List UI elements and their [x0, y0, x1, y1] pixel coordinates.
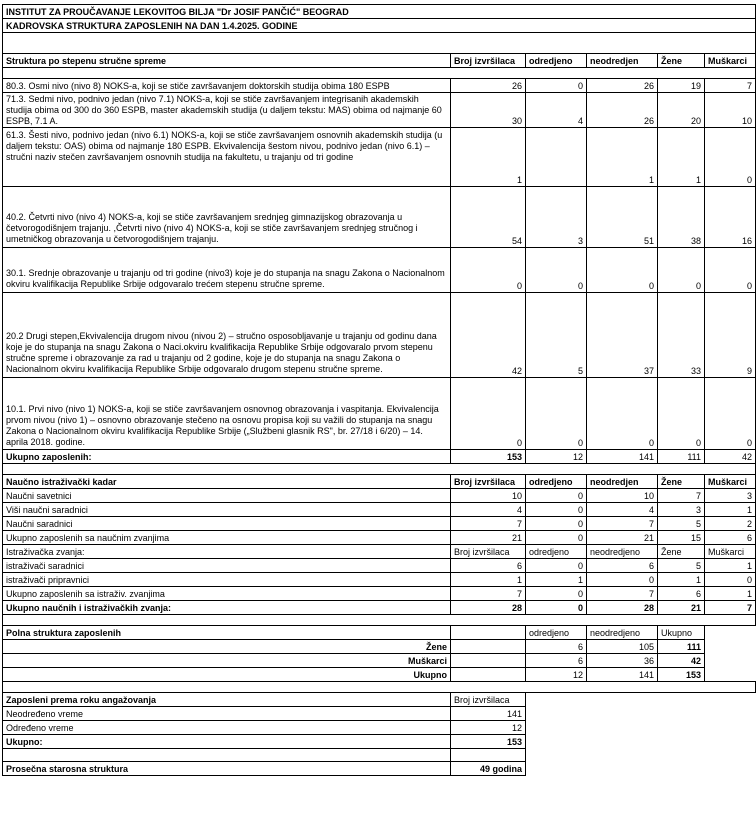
gender-cell: 42: [658, 654, 705, 668]
research-cell: 1: [705, 559, 756, 573]
gender-cell: 141: [587, 668, 658, 682]
edu-cell: 9: [705, 293, 756, 378]
empty-cell: [526, 749, 587, 762]
research-cell: 7: [587, 587, 658, 601]
edu-cell: 26: [451, 79, 526, 93]
sci-row-label: Naučni saradnici: [3, 517, 451, 531]
edu-cell: 1: [658, 128, 705, 187]
edu-total-cell: 42: [705, 450, 756, 464]
research-header-fixed: odredjeno: [526, 545, 587, 559]
edu-cell: 51: [587, 187, 658, 248]
research-cell: 0: [587, 573, 658, 587]
edu-cell: 54: [451, 187, 526, 248]
edu-cell: 0: [658, 378, 705, 450]
empty-cell: [587, 749, 658, 762]
research-cell: 6: [658, 587, 705, 601]
spacer-row: [3, 33, 756, 54]
employment-structure-table: [2, 4, 756, 776]
spacer-cell: [3, 749, 451, 762]
empty-cell: [705, 640, 756, 654]
edu-header-permanent: neodredjen: [587, 54, 658, 68]
gender-cell: 105: [587, 640, 658, 654]
sci-cell: 0: [526, 503, 587, 517]
edu-header-count: Broj izvršilaca: [451, 54, 526, 68]
edu-cell: 26: [587, 93, 658, 128]
spacer-row: [3, 68, 756, 79]
engagement-row-label: Određeno vreme: [3, 721, 451, 735]
sci-total-cell: 28: [587, 601, 658, 615]
gender-cell-empty: [451, 654, 526, 668]
edu-cell: 0: [526, 79, 587, 93]
empty-cell: [587, 707, 658, 721]
sci-header-count: Broj izvršilaca: [451, 475, 526, 489]
edu-cell: 1: [451, 128, 526, 187]
empty-cell: [705, 693, 756, 707]
engagement-cell: 12: [451, 721, 526, 735]
edu-total-cell: 153: [451, 450, 526, 464]
edu-cell: 0: [451, 378, 526, 450]
sci-row-label: Naučni savetnici: [3, 489, 451, 503]
engagement-total-cell: 153: [451, 735, 526, 749]
research-cell: 5: [658, 559, 705, 573]
gender-row-label: Žene: [3, 640, 451, 654]
empty-cell: [705, 668, 756, 682]
empty-cell: [658, 707, 705, 721]
empty-cell: [705, 749, 756, 762]
gender-header-total: Ukupno: [658, 626, 705, 640]
edu-cell: 1: [587, 128, 658, 187]
empty-cell: [587, 721, 658, 735]
sci-row-label: Viši naučni saradnici: [3, 503, 451, 517]
research-header-label: Istraživačka zvanja:: [3, 545, 451, 559]
research-cell: 6: [587, 559, 658, 573]
age-label: Prosečna starosna struktura: [3, 762, 451, 776]
sci-cell: 5: [658, 517, 705, 531]
empty-cell: [526, 762, 587, 776]
empty-cell: [658, 749, 705, 762]
edu-cell: 19: [658, 79, 705, 93]
engagement-header-count: Broj izvršilaca: [451, 693, 526, 707]
sci-total-label: Ukupno naučnih i istraživačkih zvanja:: [3, 601, 451, 615]
research-cell: 0: [526, 559, 587, 573]
edu-header-men: Muškarci: [705, 54, 756, 68]
sci-cell: 15: [658, 531, 705, 545]
edu-row-label: 10.1. Prvi nivo (nivo 1) NOKS-a, koji se stiče završavanjem osnovnog obrazovanja i vaspitanja. Ekvivalencija prvom nivou (nivo 1) – osnovno obrazovanje stečeno na osnovu propisa koji su važili do stupanja na snagu Zakona o Nacionalnom okviru kvalifikacija Republike Srbije („Službeni glasnik RS", br. 27/18 i 6/20) – 14. aprila 2018. godine.: [3, 378, 451, 450]
sci-total-cell: 21: [658, 601, 705, 615]
sci-cell: 1: [705, 503, 756, 517]
edu-cell: 0: [705, 128, 756, 187]
empty-cell: [658, 721, 705, 735]
edu-cell: 4: [526, 93, 587, 128]
edu-cell: 33: [658, 293, 705, 378]
gender-header-empty: [451, 626, 526, 640]
sci-header-men: Muškarci: [705, 475, 756, 489]
sci-cell: 10: [587, 489, 658, 503]
edu-cell: 7: [705, 79, 756, 93]
empty-cell: [705, 735, 756, 749]
gender-header-fixed: odredjeno: [526, 626, 587, 640]
spacer-row: [3, 464, 756, 475]
engagement-cell: 141: [451, 707, 526, 721]
research-header-men: Muškarci: [705, 545, 756, 559]
edu-cell: 0: [658, 248, 705, 293]
sci-cell: 2: [705, 517, 756, 531]
sci-header-women: Žene: [658, 475, 705, 489]
gender-row-label: Muškarci: [3, 654, 451, 668]
research-cell: 6: [451, 559, 526, 573]
sci-cell: 3: [658, 503, 705, 517]
sci-cell: 0: [526, 517, 587, 531]
gender-cell: 153: [658, 668, 705, 682]
engagement-header-label: Zaposleni prema roku angažovanja: [3, 693, 451, 707]
edu-cell: 30: [451, 93, 526, 128]
gender-cell-empty: [451, 640, 526, 654]
spacer-row: [3, 682, 756, 693]
sci-cell: 4: [587, 503, 658, 517]
spacer-row: [3, 615, 756, 626]
sci-cell: 4: [451, 503, 526, 517]
edu-row-label: 71.3. Sedmi nivo, podnivo jedan (nivo 7.1) NOKS-a, koji se stiče završavanjem integrisanih akademskih studija obima od 300 do 360 ESPB, master akademskih studija (u daljem tekstu: MAS) obima od najmanje 60 ESPB, 7.1 A.: [3, 93, 451, 128]
sci-row-label: Ukupno zaposlenih sa naučnim zvanjima: [3, 531, 451, 545]
edu-cell: 26: [587, 79, 658, 93]
research-header-count: Broj izvršilaca: [451, 545, 526, 559]
gender-cell: 6: [526, 640, 587, 654]
gender-cell: 36: [587, 654, 658, 668]
research-cell: 0: [705, 573, 756, 587]
empty-cell: [705, 626, 756, 640]
edu-cell: 20: [658, 93, 705, 128]
sci-cell: 7: [658, 489, 705, 503]
edu-cell: 38: [658, 187, 705, 248]
institute-title: INSTITUT ZA PROUČAVANJE LEKOVITOG BILJA "Dr JOSIF PANČIĆ" BEOGRAD: [3, 5, 756, 19]
empty-cell: [526, 693, 587, 707]
research-cell: 1: [705, 587, 756, 601]
research-row-label: istraživači saradnici: [3, 559, 451, 573]
gender-cell: 12: [526, 668, 587, 682]
empty-cell: [587, 735, 658, 749]
edu-header-fixed: odredjeno: [526, 54, 587, 68]
sci-cell: 10: [451, 489, 526, 503]
edu-row-label: 61.3. Šesti nivo, podnivo jedan (nivo 6.1) NOKS-a, koji se stiče završavanjem osnovnih akademskih studija (u daljem tekstu: OAS) obima od najmanje 180 ESPB. Ekvivalencija šestom nivou, podnivo jedan (nivo 6.1) – stručni naziv stečen završavanjem osnovnih studija na fakultetu, u trajanju od tri godine: [3, 128, 451, 187]
edu-cell: 42: [451, 293, 526, 378]
edu-row-label: 20.2 Drugi stepen,Ekvivalencija drugom nivou (nivou 2) – stručno osposobljavanje u trajanju od godinu dana koje je do stupanja na snagu Zakona o Naci.okviru kvalifikacija Republike Srbije odgovaralo prvom stepenu stručne spreme i obrazovanje za rad u trajanju od 2 godine, koje je do stupanja na snagu Zakona o Nacionalnom okviru kvalifikacija Republike Srbije odgovaralo drugom stepenu stručne spreme.: [3, 293, 451, 378]
research-cell: 1: [451, 573, 526, 587]
edu-total-cell: 12: [526, 450, 587, 464]
edu-cell: 0: [526, 248, 587, 293]
sci-total-cell: 28: [451, 601, 526, 615]
gender-cell: 6: [526, 654, 587, 668]
gender-cell-empty: [451, 668, 526, 682]
research-cell: 7: [451, 587, 526, 601]
research-header-women: Žene: [658, 545, 705, 559]
empty-cell: [526, 707, 587, 721]
gender-header-label: Polna struktura zaposlenih: [3, 626, 451, 640]
edu-cell: 0: [705, 248, 756, 293]
empty-cell: [705, 762, 756, 776]
edu-header-label: Struktura po stepenu stručne spreme: [3, 54, 451, 68]
empty-cell: [587, 762, 658, 776]
research-row-label: istraživači pripravnici: [3, 573, 451, 587]
edu-cell: 0: [526, 378, 587, 450]
empty-cell: [658, 693, 705, 707]
research-cell: 1: [658, 573, 705, 587]
edu-row-label: 80.3. Osmi nivo (nivo 8) NOKS-a, koji se stiče završavanjem doktorskih studija obima 180 ESPB: [3, 79, 451, 93]
sci-cell: 21: [451, 531, 526, 545]
sci-cell: 21: [587, 531, 658, 545]
edu-cell: 0: [705, 378, 756, 450]
edu-cell: 0: [587, 248, 658, 293]
sci-total-cell: 7: [705, 601, 756, 615]
research-row-label: Ukupno zaposlenih sa istraživ. zvanjima: [3, 587, 451, 601]
sci-cell: 3: [705, 489, 756, 503]
edu-cell: 37: [587, 293, 658, 378]
edu-header-women: Žene: [658, 54, 705, 68]
sci-cell: 7: [587, 517, 658, 531]
empty-cell: [587, 693, 658, 707]
sci-header-fixed: odredjeno: [526, 475, 587, 489]
sci-cell: 0: [526, 489, 587, 503]
research-header-permanent: neodredjeno: [587, 545, 658, 559]
edu-total-cell: 141: [587, 450, 658, 464]
sci-cell: 6: [705, 531, 756, 545]
edu-cell: 0: [587, 378, 658, 450]
edu-cell: [526, 128, 587, 187]
sci-cell: 7: [451, 517, 526, 531]
edu-cell: 5: [526, 293, 587, 378]
report-title: KADROVSKA STRUKTURA ZAPOSLENIH NA DAN 1.4.2025. GODINE: [3, 19, 756, 33]
empty-cell: [705, 707, 756, 721]
empty-cell: [658, 735, 705, 749]
sci-total-cell: 0: [526, 601, 587, 615]
edu-total-cell: 111: [658, 450, 705, 464]
gender-row-label: Ukupno: [3, 668, 451, 682]
edu-row-label: 30.1. Srednje obrazovanje u trajanju od tri godine (nivo3) koje je do stupanja na snagu Zakona o Nacionalnom okviru kvalifikacija Republike Srbije odgovaralo trećem stepenu stručne spreme.: [3, 248, 451, 293]
empty-cell: [658, 762, 705, 776]
sci-header-label: Naučno istraživački kadar: [3, 475, 451, 489]
age-value: 49 godina: [451, 762, 526, 776]
research-cell: 1: [526, 573, 587, 587]
gender-header-permanent: neodredjeno: [587, 626, 658, 640]
spacer-cell: [451, 749, 526, 762]
gender-cell: 111: [658, 640, 705, 654]
edu-cell: 16: [705, 187, 756, 248]
sci-cell: 0: [526, 531, 587, 545]
empty-cell: [705, 654, 756, 668]
research-cell: 0: [526, 587, 587, 601]
engagement-row-label: Neodređeno vreme: [3, 707, 451, 721]
edu-cell: 3: [526, 187, 587, 248]
engagement-total-label: Ukupno:: [3, 735, 451, 749]
empty-cell: [705, 721, 756, 735]
empty-cell: [526, 735, 587, 749]
empty-cell: [526, 721, 587, 735]
edu-row-label: 40.2. Četvrti nivo (nivo 4) NOKS-a, koji se stiče završavanjem srednjeg gimnazijskog obrazovanja u četvorogodišnjem trajanju. ,Četvrti nivo (nivo 4) NOKS-a, koji se stiče završavanjem srednjeg stručnog i umetničkog obrazovanja u četvorogodišnjem trajanju.: [3, 187, 451, 248]
sci-header-permanent: neodredjen: [587, 475, 658, 489]
edu-cell: 10: [705, 93, 756, 128]
edu-total-label: Ukupno zaposlenih:: [3, 450, 451, 464]
edu-cell: 0: [451, 248, 526, 293]
